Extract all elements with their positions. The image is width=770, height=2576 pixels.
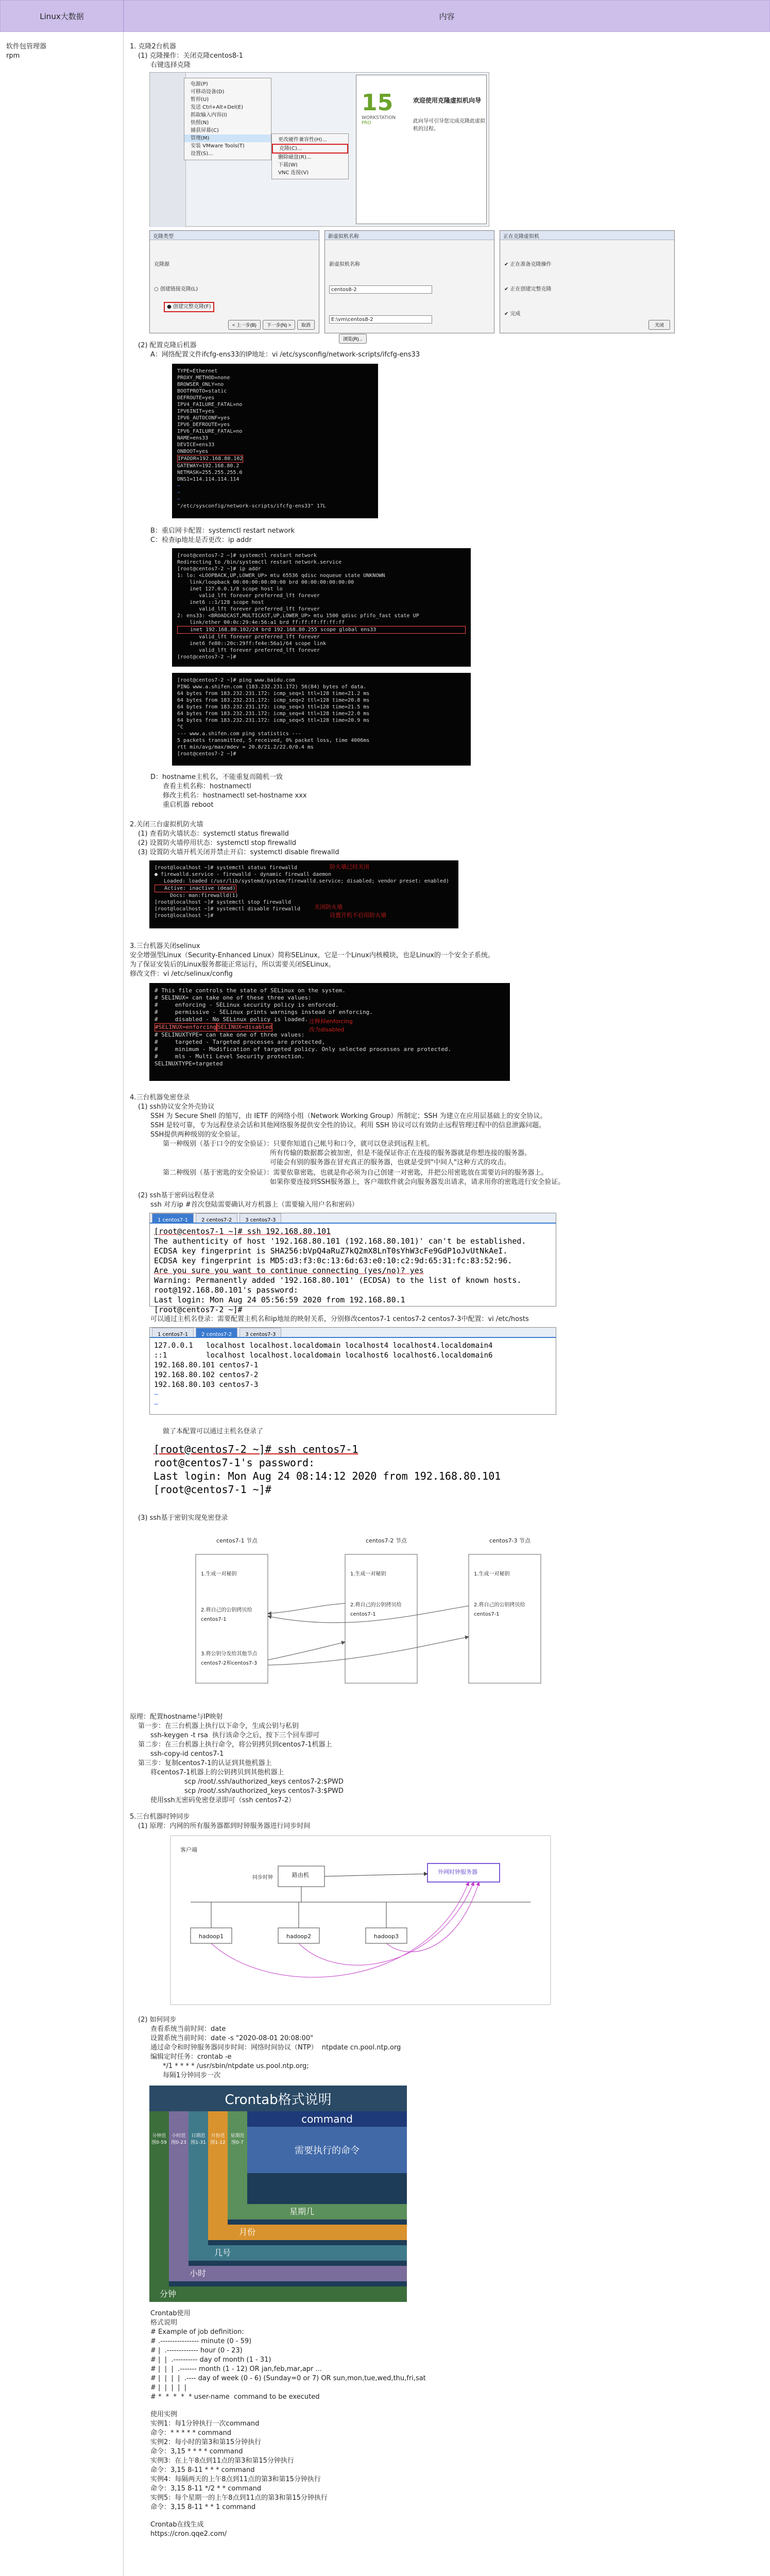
cron-field-month: 月份范围1-12 — [210, 2133, 226, 2145]
s4-l14: (3) ssh基于密钥实现免密登录 — [138, 1514, 228, 1522]
header-right-text: 内容 — [439, 11, 455, 21]
s1-step2d1: 查看主机名称：hostnamectl — [163, 783, 251, 790]
s7-l1: Crontab使用 — [150, 2310, 191, 2317]
vm-context-menu — [184, 78, 271, 160]
hosts-line: ::1 localhost localhost.localdomain localhost6 localhost6.localdomain6 — [154, 1351, 493, 1360]
node-centos7-3-title: centos7-3 节点 — [489, 1537, 531, 1544]
ipaddr-line: valid_lft forever preferred_lft forever — [177, 606, 320, 612]
s6-l3: 查看系统当前时间：date — [150, 2025, 226, 2033]
brand-sub: PRO — [362, 121, 371, 126]
node1-step-a: 1.生成一对秘钥 — [201, 1571, 237, 1577]
s7-l19: 命令：3,15 8-11 */2 * * command — [150, 2485, 262, 2493]
selinux-line: #SELINUX=enforcing — [155, 1024, 217, 1030]
s7-l16: 实例3：在上午8点到11点的第3和第15分钟执行 — [150, 2457, 294, 2465]
s5-l6: 将centos7-1机器上的公钥拷贝到其他机器上 — [150, 1769, 284, 1776]
tab-centos7-1[interactable]: 1 centos7-1 — [152, 1328, 194, 1337]
s4-l6: 所有传输的数据都会被加密，但是不能保证你正在连接的服务器就是你想连接的服务器。 — [270, 1149, 532, 1157]
ssh-line: ECDSA key fingerprint is MD5:d3:f3:0c:13:6d:63:e0:10:c2:9d:65:31:fc:83:52:96. — [154, 1256, 512, 1265]
ntp-client-label: 客户端 — [180, 1846, 197, 1853]
firewall-line: Loaded: loaded (/usr/lib/systemd/system/firewalld.service; disabled; vendor preset: enabled) — [155, 878, 449, 884]
s7-l15: 命令：3,15 * * * * command — [150, 2448, 243, 2455]
cron-col-week — [228, 2111, 247, 2219]
ping-line: 64 bytes from 183.232.231.172: icmp_seq=5 ttl=128 time=20.9 ms — [177, 718, 370, 723]
s7-l17: 命令：3,15 8-11 * * * command — [150, 2466, 255, 2474]
selinux-note-2: 改为disabled — [309, 1026, 345, 1033]
s7-l11: 使用实例 — [150, 2411, 178, 2418]
hosts-tabs — [150, 1328, 556, 1338]
header-left-text: Linux大数据 — [40, 11, 84, 21]
done-item: ✔ 正在准备克隆操作 — [504, 262, 552, 267]
menu-item[interactable]: 设置(S)... — [191, 151, 213, 157]
s7-l2: 格式说明 — [150, 2319, 178, 2327]
wizard-desc: 此向导可引导您完成克隆此虚拟机的过程。 — [413, 118, 485, 132]
ssh-hostname-terminal — [149, 1439, 536, 1501]
vm-location-input[interactable]: E:\vm\centos8-2 — [329, 315, 432, 324]
tab-centos7-2[interactable]: 2 centos7-2 — [196, 1213, 237, 1223]
selinux-line: # disabled - No SELinux policy is loaded. — [155, 1016, 309, 1023]
ifcfg-line: BROWSER_ONLY=no — [177, 382, 224, 387]
firewall-line: [root@localhost ~]# systemctl status firewalld — [155, 865, 297, 871]
wizard-title: 欢迎使用克隆虚拟机向导 — [413, 97, 482, 104]
menu-item[interactable]: 安装 VMware Tools(T) — [191, 143, 245, 149]
ipaddr-line: valid_lft forever preferred_lft forever — [177, 593, 320, 599]
ssh-line: [root@centos7-1 ~]# ssh 192.168.80.101 — [154, 1227, 331, 1236]
s4-l9: 如果你要连接到SSH服务器上，客户端软件就会向服务器发出请求，请求用你的密匙进行安全验证。 — [270, 1178, 565, 1186]
cron-field-minute: 分钟范围0-59 — [151, 2133, 167, 2145]
ssh-line: The authenticity of host '192.168.80.101 (192.168.80.101)' can't be established. — [154, 1236, 526, 1246]
ssh-line: Are you sure you want to continue connecting (yes/no)? yes — [154, 1266, 424, 1275]
s3-l2: 为了保证安装后的Linux服务都能正常运行，所以需要关闭SELinux。 — [130, 961, 335, 969]
ssh-hostname-line: [root@centos7-1 ~]# — [153, 1483, 271, 1496]
vm-submenu — [271, 133, 349, 179]
fw-note-3: 设置开机不启用防火墙 — [330, 912, 386, 919]
tab-centos7-3[interactable]: 3 centos7-3 — [239, 1213, 281, 1223]
ifcfg-line: IPADDR=192.168.80.102 — [178, 456, 243, 462]
done-item-text: 完成 — [510, 311, 521, 317]
ifcfg-line: PROXY_METHOD=none — [177, 375, 230, 381]
s7-l22: Crontab在线生成 — [150, 2521, 204, 2529]
hosts-line: 192.168.80.101 centos7-1 — [154, 1361, 259, 1369]
s1-step2d2: 修改主机名：hostnamectl set-hostname xxx — [163, 792, 307, 800]
s5-l9: 使用ssh无密码免密登录即可（ssh centos7-2） — [150, 1797, 296, 1804]
ifcfg-line: ~ — [177, 483, 181, 489]
selinux-line: # minimum - Modification of targeted policy. Only selected processes are protected. — [155, 1046, 452, 1053]
cron-col-month — [208, 2111, 228, 2240]
ifcfg-line: IPV6_DEFROUTE=yes — [177, 422, 230, 428]
vmware-logo — [362, 91, 408, 137]
ifcfg-line: IPV6_AUTOCONF=yes — [177, 415, 230, 421]
opt-linked-label: 创建链接克隆(L) — [160, 286, 198, 292]
ping-line: rtt min/avg/max/mdev = 20.8/21.2/22.0/0.4 ms — [177, 744, 314, 750]
s2-l2: (2) 设置防火墙停用状态：systemctl stop firewalld — [138, 839, 297, 847]
s2-l3: (3) 设置防火墙开机关闭并禁止开启：systemctl disable firewalld — [138, 849, 339, 856]
ipaddr-line: Redirecting to /bin/systemctl restart network.service — [177, 560, 342, 565]
opt-full-label: 创建完整克隆(F) — [173, 304, 211, 310]
hosts-line: 192.168.80.102 centos7-2 — [154, 1371, 259, 1379]
brand-name: WORKSTATION — [362, 115, 396, 121]
s7-l9: # | | | | | — [150, 2384, 186, 2392]
done-item: ✔ 正在创建完整克隆 — [504, 286, 552, 292]
hosts-body — [150, 1338, 556, 1413]
cron-label-week: 星期几 — [228, 2204, 407, 2219]
s4-l2: SSH 为 Secure Shell 的缩写，由 IETF 的网络小组（Network Working Group）所制定；SSH 为建立在应用层基础上的安全协议。 — [150, 1112, 547, 1120]
s7-l13: 命令：* * * * * command — [150, 2429, 232, 2437]
s4-l11: ssh 对方ip #首次登陆需要确认对方机器上（需要输入用户名和密码） — [150, 1201, 358, 1209]
s7-l21: 命令：3,15 8-11 * * 1 command — [150, 2503, 256, 2511]
ssh-line: root@192.168.80.101's password: — [154, 1285, 298, 1295]
ssh-hostname-line: [root@centos7-2 ~]# ssh centos7-1 — [153, 1443, 358, 1455]
ssh-line: Last login: Mon Aug 24 05:56:59 2020 from 192.168.80.1 — [154, 1295, 405, 1304]
ipaddr-line: inet6 fe80::20c:29ff:fe4e:56a1/64 scope link — [177, 641, 326, 647]
ifcfg-line: IPV6INIT=yes — [177, 409, 215, 414]
ipaddr-line: [root@centos7-2 ~]# systemctl restart network — [177, 553, 317, 558]
hosts-terminal — [149, 1327, 556, 1415]
s6-l1: (1) 原理：内网的所有服务器都到时钟服务器进行同步时间 — [138, 1822, 311, 1830]
s7-l4: # .---------------- minute (0 - 59) — [150, 2337, 252, 2345]
s7-l18: 实例4：每隔两天的上午8点到11点的第3和第15分钟执行 — [150, 2476, 321, 2483]
s1-step2d3: 重启机器 reboot — [163, 801, 214, 809]
hosts-line: ~ — [154, 1391, 159, 1399]
s7-l12: 实例1：每1分钟执行一次command — [150, 2420, 260, 2428]
ssh-ip-terminal — [149, 1213, 556, 1314]
selinux-line: # permissive - SELinux prints warnings instead of enforcing. — [155, 1009, 373, 1015]
hadoop2-label: hadoop2 — [286, 1933, 312, 1940]
s1-title: 1. 克隆2台机器 — [130, 43, 176, 50]
hosts-line: ~ — [154, 1400, 159, 1409]
s5-l4: ssh-copy-id centos7-1 — [150, 1750, 224, 1758]
firewall-line: [root@localhost ~]# — [155, 913, 214, 919]
ssh-hostname-body — [149, 1439, 536, 1499]
ping-line: 5 packets transmitted, 5 received, 0% packet loss, time 4006ms — [177, 738, 370, 743]
menu-item[interactable]: 电源(P) — [191, 81, 208, 87]
selinux-line: SELINUX=disabled — [217, 1024, 272, 1030]
ifcfg-line: IPV6_FAILURE_FATAL=no — [177, 429, 243, 434]
node1-step-b: 2.将自己的公钥拷贝给centos7-1 — [201, 1607, 252, 1622]
selinux-note-1: 注释掉enforcing — [309, 1018, 353, 1025]
menu-item[interactable]: 可移动设备(D) — [191, 89, 225, 95]
firewall-line: [root@localhost ~]# systemctl disable firewalld — [155, 906, 300, 912]
ifcfg-line: IPV4_FAILURE_FATAL=no — [177, 402, 243, 408]
ipaddr-line: 1: lo: <LOOPBACK,UP,LOWER_UP> mtu 65536 qdisc noqueue state UNKNOWN — [177, 573, 385, 579]
s5-l2: ssh-keygen -t rsa 执行该命令之后，按下三个回车即可 — [150, 1732, 320, 1739]
menu-item[interactable]: 管理(M) — [184, 134, 271, 142]
firewall-line: Docs: man:firewalld(1) — [155, 893, 238, 899]
s7-l14: 实例2：每小时的第3和第15分钟执行 — [150, 2438, 262, 2446]
s4-l13: 做了本配置可以通过主机名登录了 — [163, 1428, 264, 1435]
ifcfg-line: ~ — [177, 490, 181, 496]
main-content — [124, 32, 770, 2576]
cron-command-bar: command — [247, 2111, 407, 2127]
ipaddr-terminal — [172, 548, 471, 667]
ipaddr-line: inet6 ::1/128 scope host — [177, 600, 264, 605]
header-right — [124, 0, 770, 32]
ping-terminal — [172, 673, 471, 766]
s1-step2d: D：hostname主机名，不能重复而随机一致 — [150, 773, 283, 781]
selinux-line: SELINUXTYPE=targeted — [155, 1060, 223, 1067]
s6-l5: 通过命令和时钟服务器同步时间：网络时间协议（NTP） ntpdate cn.pool.ntp.org — [150, 2044, 401, 2052]
clone-wizard-window — [356, 75, 487, 224]
submenu-item[interactable]: 下载(W) — [278, 162, 298, 168]
s7-l8: # | | | | .---- day of week (0 - 6) (Sunday=0 or 7) OR sun,mon,tue,wed,thu,fri,sat — [150, 2375, 426, 2382]
done-item: ✔ 完成 — [504, 311, 521, 317]
ipaddr-line: valid_lft forever preferred_lft forever — [177, 634, 320, 640]
cron-label-minute: 分钟 — [149, 2286, 407, 2302]
ssh-hostname-line: Last login: Mon Aug 24 08:14:12 2020 from 192.168.80.101 — [153, 1470, 501, 1482]
ifcfg-line: NAME=ens33 — [177, 435, 209, 441]
ntp-server-label: 外网时钟服务器 — [438, 1869, 477, 1875]
clone-done-dialog — [500, 230, 675, 333]
left-column — [0, 32, 124, 2576]
cancel-button[interactable]: 取消 — [297, 320, 315, 330]
node3-step-a: 1.生成一对秘钥 — [474, 1571, 510, 1577]
firewall-terminal — [149, 860, 458, 928]
ntp-router-label: 路由机 — [292, 1872, 309, 1878]
s1-step2: (2) 配置克隆后机器 — [138, 342, 197, 349]
ifcfg-line: NETMASK=255.255.255.0 — [177, 470, 243, 476]
tab-centos7-3[interactable]: 3 centos7-3 — [239, 1328, 281, 1337]
selinux-line: # SELINUX= can take one of these three values: — [155, 994, 312, 1001]
dialog-title: 正在克隆虚拟机 — [500, 231, 674, 240]
ssh-line: Warning: Permanently added '192.168.80.101' (ECDSA) to the list of known hosts. — [154, 1276, 522, 1285]
submenu-item[interactable]: 更改硬件兼容性(H)... — [278, 137, 327, 143]
s7-l10: # * * * * * user-name command to be executed — [150, 2393, 320, 2401]
ipaddr-line: [root@centos7-2 ~]# ip addr — [177, 566, 261, 572]
dialog-title: 克隆类型 — [150, 231, 319, 240]
ipaddr-line: valid_lft forever preferred_lft forever — [177, 648, 320, 653]
firewall-line: ● firewalld.service - firewalld - dynamic firewall daemon — [155, 872, 332, 877]
ping-line: PING www.a.shifen.com (183.232.231.172) 56(84) bytes of data. — [177, 684, 367, 690]
crontab-generator-link[interactable]: https://cron.qqe2.com/ — [150, 2530, 227, 2538]
ping-line: [root@centos7-2 ~]# — [177, 751, 236, 757]
ifcfg-line: TYPE=Ethernet — [177, 368, 218, 374]
clone-type-dialog — [149, 230, 319, 333]
selinux-line: # mls - Multi Level Security protection. — [155, 1053, 305, 1060]
s1-step1b: 右键选择克隆 — [150, 61, 191, 69]
s5-l5: 第三步：复制centos7-1的认证到其他机器上 — [138, 1759, 272, 1767]
opt-full[interactable]: ● 创建完整克隆(F) — [164, 302, 214, 312]
node-centos7-2-title: centos7-2 节点 — [366, 1537, 407, 1544]
ipaddr-line: 2: ens33: <BROADCAST,MULTICAST,UP,LOWER_UP> mtu 1500 qdisc pfifo_fast state UP — [177, 613, 419, 619]
s4-l10: (2) ssh基于密码远程登录 — [138, 1192, 215, 1199]
s5-l8: scp /root/.ssh/authorized_keys centos7-3:$PWD — [184, 1787, 344, 1795]
s7-l5: # | .------------- hour (0 - 23) — [150, 2347, 243, 2354]
ping-line: --- www.a.shifen.com ping statistics --- — [177, 731, 301, 737]
ping-line: ^C — [177, 724, 184, 730]
vmware-library-panel — [150, 73, 186, 227]
ifcfg-line: BOOTPROTO=static — [177, 388, 227, 394]
ifcfg-line: ~ — [177, 497, 181, 502]
s4-l1: (1) ssh协议安全外壳协议 — [138, 1103, 215, 1111]
brand-number: 15 — [362, 90, 393, 116]
crontab-diagram — [149, 2086, 407, 2302]
ntp-frame — [170, 1836, 551, 2005]
s6-title: 5.三台机器时钟同步 — [130, 1813, 190, 1821]
ifcfg-line: ONBOOT=yes — [177, 449, 209, 454]
vmware-screenshot — [149, 72, 489, 227]
ipaddr-line: link/loopback 00:00:00:00:00:00 brd 00:00:00:00:00:00 — [177, 580, 354, 585]
sync-label: 同步时钟 — [252, 1875, 273, 1880]
cron-label-hour: 小时 — [169, 2266, 407, 2281]
hosts-line: 127.0.0.1 localhost localhost.localdomain localhost4 localhost4.localdomain4 — [154, 1342, 493, 1350]
s5-l7: scp /root/.ssh/authorized_keys centos7-2:$PWD — [184, 1778, 344, 1786]
tab-centos7-1[interactable]: 1 centos7-1 — [152, 1213, 194, 1223]
ifcfg-line: DEVICE=ens33 — [177, 442, 215, 448]
s3-title: 3.三台机器关闭selinux — [130, 942, 200, 950]
s3-l3: 修改文件：vi /etc/selinux/config — [130, 970, 233, 978]
hadoop1-label: hadoop1 — [199, 1933, 224, 1940]
next-button[interactable]: 下一步(N) > — [263, 320, 295, 330]
ping-line: 64 bytes from 183.232.231.172: icmp_seq=1 ttl=128 time=21.2 ms — [177, 691, 370, 697]
ifcfg-line: GATEWAY=192.168.80.2 — [177, 463, 239, 469]
node2-step-a: 1.生成一对秘钥 — [350, 1571, 386, 1577]
ifcfg-line: DNS1=114.114.114.114 — [177, 477, 239, 482]
ssh-line: [root@centos7-2 ~]# — [154, 1305, 243, 1314]
cron-field-week: 星期范围0-7 — [230, 2133, 245, 2145]
cron-field-hour: 小时范围0-23 — [171, 2133, 186, 2145]
node3-step-b: 2.将自己的公钥拷贝给centos7-1 — [474, 1602, 525, 1617]
s1-step1: (1) 克隆操作：关闭克隆centos8-1 — [138, 52, 243, 60]
s4-l7: 可能会有别的服务器在冒充真正的服务器，也就是受到"中间人"这种方式的攻击。 — [270, 1159, 510, 1166]
node1-step-c: 3.将公钥分发给其他节点centos7-2和centos7-3 — [201, 1651, 258, 1666]
clone-source-label: 克隆源 — [154, 262, 169, 267]
menu-item[interactable]: 发送 Ctrl+Alt+Del(E) — [191, 105, 244, 110]
s4-l4: SSH提供两种级别的安全验证。 — [150, 1131, 245, 1139]
menu-item[interactable]: 捕获屏幕(C) — [191, 128, 219, 133]
vm-name-label: 新虚拟机名称 — [329, 262, 360, 267]
firewall-line: Active: inactive (dead) — [155, 886, 236, 891]
submenu-item[interactable]: VNC 连接(V) — [278, 170, 309, 176]
s4-l5: 第一种级别（基于口令的安全验证）：只要你知道自己帐号和口令，就可以登录到远程主机。 — [163, 1140, 434, 1148]
s1-step2b: B：重启网卡配置：systemctl restart network — [150, 527, 295, 535]
cron-label-day: 几号 — [189, 2245, 407, 2261]
s6-l4: 设置系统当前时间：date -s "2020-08-01 20:08:00" — [150, 2035, 314, 2042]
s5-l3: 第二步：在三台机器上执行命令，将公钥拷贝到centos7-1机器上 — [138, 1741, 332, 1749]
s7-l3: # Example of job definition: — [150, 2328, 244, 2336]
submenu-item[interactable]: 删除磁盘(R)... — [278, 155, 312, 160]
menu-item[interactable]: 暂停(U) — [191, 97, 209, 103]
firewall-line: [root@localhost ~]# systemctl stop firewalld — [155, 900, 291, 905]
s4-l3: SSH 是较可靠，专为远程登录会话和其他网络服务提供安全性的协议。利用 SSH 协议可以有效防止远程管理过程中的信息泄露问题。 — [150, 1122, 545, 1129]
ping-line: 64 bytes from 183.232.231.172: icmp_seq=3 ttl=128 time=21.5 ms — [177, 704, 370, 710]
selinux-line: # targeted - Targeted processes are protected, — [155, 1039, 326, 1045]
done-item-text: 正在准备克隆操作 — [510, 262, 552, 267]
s7-l6: # | | .---------- day of month (1 - 31) — [150, 2356, 271, 2364]
arrow-2-to-1 — [268, 1603, 345, 1614]
s6-l2: (2) 如何同步 — [138, 2016, 177, 2024]
ipaddr-line: inet 127.0.0.1/8 scope host lo — [177, 586, 283, 592]
s7-l20: 实例5：每个星期一的上午8点到11点的第3和第15分钟执行 — [150, 2494, 328, 2502]
s1-step2c: C：检查ip地址是否更改：ip addr — [150, 536, 252, 544]
left-cell-label: 软件包管理器 rpm — [6, 43, 47, 60]
ping-line: [root@centos7-2 ~]# ping www.baidu.com — [177, 677, 295, 683]
ifcfg-line: "/etc/sysconfig/network-scripts/ifcfg-ens33" 17L — [177, 503, 326, 509]
selinux-line: # SELINUXTYPE= can take one of three values: — [155, 1031, 305, 1038]
menu-item[interactable]: 抓取输入内容(I) — [191, 112, 227, 118]
crontab-title: Crontab格式说明 — [149, 2086, 407, 2111]
arrow-1-to-2 — [268, 1642, 345, 1660]
cron-label-month: 月份 — [208, 2225, 407, 2240]
ssh-ip-body — [150, 1224, 556, 1318]
cron-command-desc: 需要执行的命令 — [247, 2127, 407, 2173]
s2-l1: (1) 查看防火墙状态：systemctl status firewalld — [138, 830, 289, 838]
node2-step-b: 2.将自己的公钥拷贝给centos7-1 — [350, 1602, 402, 1617]
ssh-hostname-line: root@centos7-1's password: — [153, 1456, 315, 1469]
s7-l7: # | | | .------- month (1 - 12) OR jan,feb,mar,apr ... — [150, 2365, 322, 2373]
ipaddr-line: [root@centos7-2 ~]# — [177, 654, 236, 660]
done-item-text: 正在创建完整克隆 — [510, 286, 552, 292]
s1-step2a: A：网络配置文件ifcfg-ens33的IP地址：vi /etc/sysconfig/network-scripts/ifcfg-ens33 — [150, 351, 420, 359]
s5-title: 原理：配置hostname与IP映射 — [130, 1713, 223, 1721]
s6-l8: 每隔1分钟同步一次 — [163, 2072, 221, 2079]
ifcfg-line: DEFROUTE=yes — [177, 395, 215, 401]
ipaddr-line: link/ether 00:0c:29:4e:56:a1 brd ff:ff:ff:ff:ff:ff — [177, 620, 345, 625]
hadoop3-label: hadoop3 — [374, 1933, 399, 1940]
ping-line: 64 bytes from 183.232.231.172: icmp_seq=2 ttl=128 time=20.8 ms — [177, 698, 370, 703]
selinux-line: # This file controls the state of SELinux on the system. — [155, 987, 346, 994]
opt-linked[interactable]: ○ 创建链接克隆(L) — [154, 286, 198, 292]
menu-item[interactable]: 快照(N) — [191, 120, 209, 126]
ssh-line: ECDSA key fingerprint is SHA256:bVpQ4aRuZ7kQ2mX8LnT0sYhW3cFe9GdP1oJvUtNkAeI. — [154, 1246, 508, 1256]
ssh-tabs — [150, 1213, 556, 1224]
s6-l6: 编辑定时任务：crontab -e — [150, 2053, 232, 2061]
s4-l12: 可以通过主机名登录：需要配置主机名和ip地址的映射关系，分别修改centos7-1 centos7-2 centos7-3中配置：vi /etc/hosts — [150, 1315, 529, 1323]
ntp-diagram — [170, 1835, 551, 2005]
prev-button[interactable]: < 上一步(B) — [228, 320, 261, 330]
submenu-item[interactable]: 克隆(C)... — [272, 144, 348, 154]
node-centos7-1-title: centos7-1 节点 — [216, 1537, 258, 1544]
header-left — [0, 0, 124, 32]
fw-note-2: 关闭防火墙 — [314, 904, 343, 910]
ifcfg-terminal — [172, 364, 378, 518]
vm-name-input[interactable]: centos8-2 — [329, 285, 432, 294]
s6-l7: */1 * * * * /usr/sbin/ntpdate us.pool.ntp.org; — [163, 2062, 309, 2070]
dialog-title: 新虚拟机名称 — [325, 231, 494, 240]
hosts-line: 192.168.80.103 centos7-3 — [154, 1381, 259, 1389]
ping-line: 64 bytes from 183.232.231.172: icmp_seq=4 ttl=128 time=22.0 ms — [177, 711, 370, 717]
tab-centos7-2[interactable]: 2 centos7-2 — [196, 1328, 237, 1337]
fw-note-1: 防火墙已经关闭 — [330, 863, 369, 870]
s2-title: 2.关闭三台虚拟机防火墙 — [130, 821, 203, 828]
selinux-line: # enforcing - SELinux security policy is enforced. — [155, 1002, 339, 1008]
s4-l8: 第二种级别（基于密匙的安全验证）：需要依靠密匙，也就是你必须为自己创建一对密匙，并把公用密匙放在需要访问的服务器上。 — [163, 1169, 548, 1177]
s5-l1: 第一步：在三台机器上执行以下命令，生成公钥与私钥 — [138, 1722, 299, 1730]
s3-l1: 安全增强型Linux（Security-Enhanced Linux）简称SELinux，它是一个Linux内核模块，也是Linux的一个安全子系统。 — [130, 952, 494, 959]
browse-button[interactable]: 浏览(R)... — [339, 334, 367, 344]
s4-title: 4.三台机器免密登录 — [130, 1094, 190, 1101]
close-button[interactable]: 关闭 — [648, 320, 670, 330]
cron-field-day: 日期范围1-31 — [191, 2133, 206, 2145]
name-dialog — [324, 230, 494, 342]
ipaddr-line: inet 192.168.80.102/24 brd 192.168.80.255 scope global ens33 — [177, 626, 466, 634]
